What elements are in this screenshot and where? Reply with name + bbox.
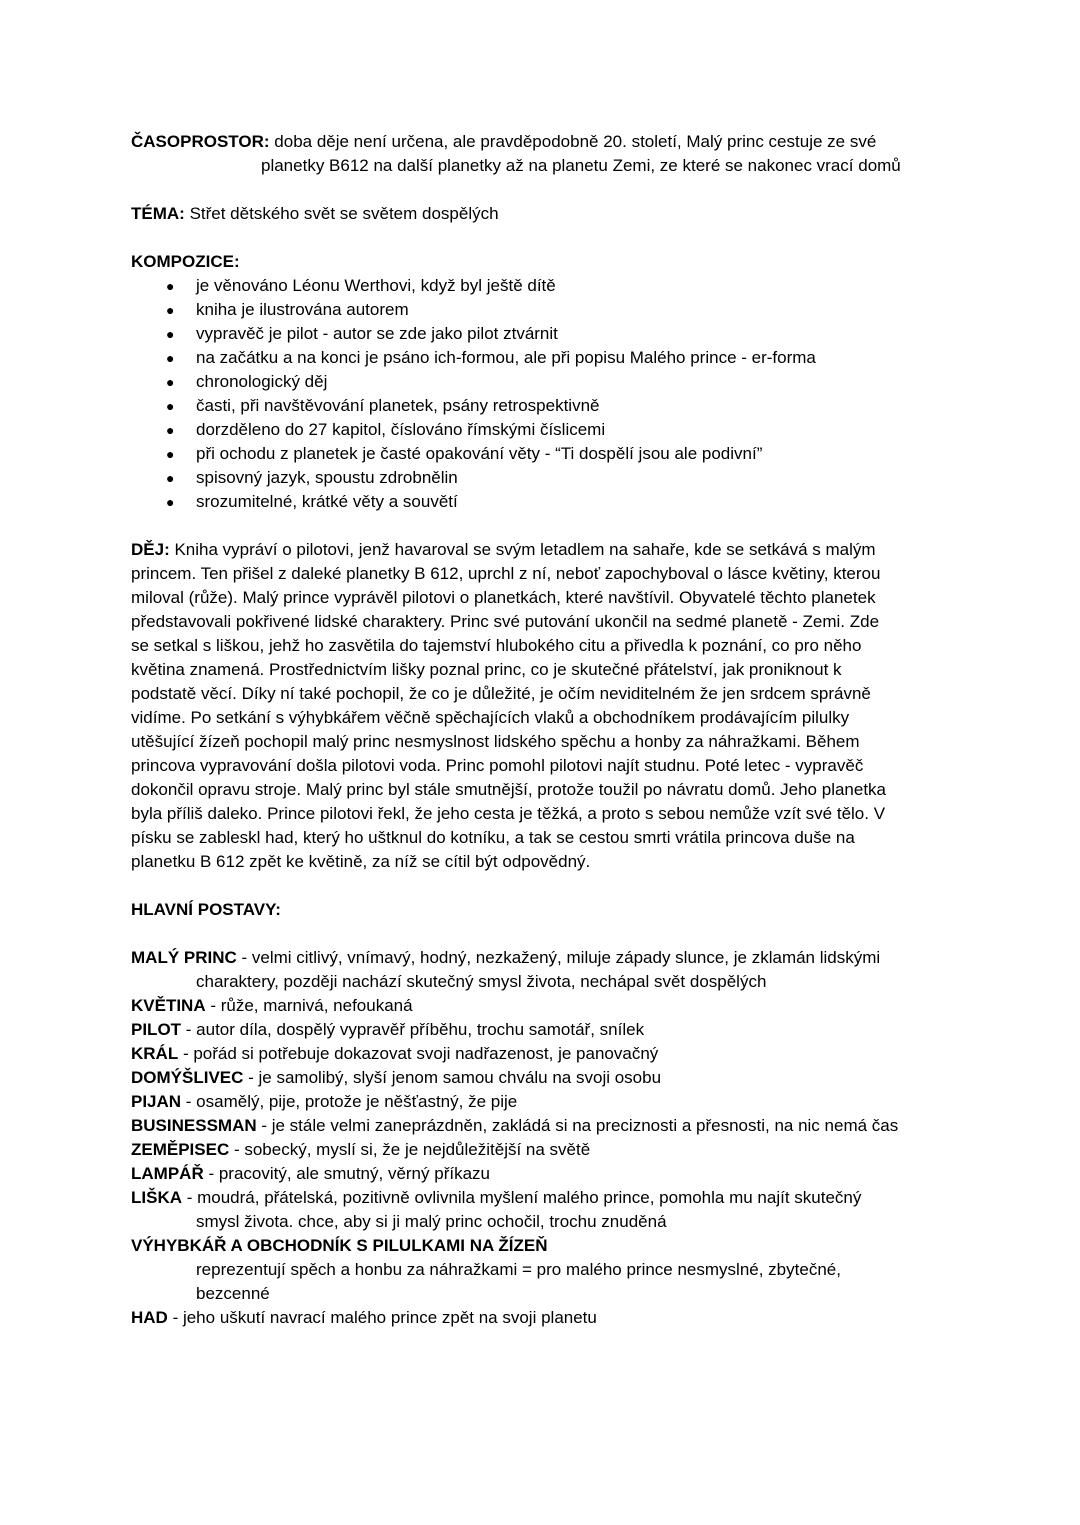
dej-line: dokončil opravu stroje. Malý princ byl stále smutnější, protože toužil po návratu domů. Jeho planetka: [131, 780, 887, 799]
postavy-label: HLAVNÍ POSTAVY:: [131, 900, 281, 919]
character-description-cont: smysl života. chce, aby si ji malý princ ochočil, trochu znuděná: [196, 1212, 667, 1231]
document-page: [131, 130, 961, 1330]
list-item: ● vypravěč je pilot - autor se zde jako pilot ztvárnit: [131, 322, 961, 346]
dej-line: Kniha vypráví o pilotovi, jenž havaroval se svým letadlem na sahaře, kde se setkává s malým: [174, 540, 876, 559]
dej-line: utěšující žízeň pochopil malý princ nesmyslnost lidského spěchu a honby za náhražkami. Během: [131, 732, 860, 751]
dej-line: planetku B 612 zpět ke květině, za níž se cítil být odpovědný.: [131, 852, 591, 871]
tema-label: TÉMA:: [131, 204, 185, 223]
character-name: HAD: [131, 1308, 168, 1327]
character-description: - pořád si potřebuje dokazovat svoji nadřazenost, je panovačný: [178, 1044, 659, 1063]
character-entry: [131, 1114, 961, 1138]
casoprostor-label: ČASOPROSTOR:: [131, 132, 270, 151]
character-name: LAMPÁŘ: [131, 1164, 204, 1183]
dej-label: DĚJ:: [131, 540, 170, 559]
bullet-icon: ●: [166, 302, 175, 318]
character-name: DOMÝŠLIVEC: [131, 1068, 244, 1087]
kompozice-label: KOMPOZICE:: [131, 252, 240, 271]
bullet-icon: ●: [166, 374, 175, 390]
dej-line: písku se zableskl had, který ho uštknul do kotníku, a tak se cestou smrti vrátila princova duše na: [131, 828, 855, 847]
bullet-icon: ●: [166, 470, 175, 486]
character-name: BUSINESSMAN: [131, 1116, 257, 1135]
bullet-icon: ●: [166, 422, 175, 438]
character-name: PILOT: [131, 1020, 182, 1039]
character-description-cont: reprezentují spěch a honbu za náhražkami = pro malého prince nesmyslné, zbytečné,: [196, 1260, 841, 1279]
character-name: KVĚTINA: [131, 996, 206, 1015]
dej-line: miloval (růže). Malý prince vyprávěl pilotovi o planetkách, které navštívil. Obyvatelé těchto planetek: [131, 588, 876, 607]
kompozice-list: [131, 274, 961, 514]
bullet-icon: ●: [166, 278, 175, 294]
dej-line: představovali pokřivené lidské charaktery. Princ své putování ukončil na sedmé planetě - Zemi. Zde: [131, 612, 880, 631]
casoprostor-text-line1: doba děje není určena, ale pravděpodobně 20. století, Malý princ cestuje ze své: [274, 132, 877, 151]
character-entry: [131, 946, 961, 970]
character-entry: [131, 1090, 961, 1114]
character-name: ZEMĚPISEC: [131, 1140, 230, 1159]
character-entry: [131, 1186, 961, 1210]
dej-line: princem. Ten přišel z daleké planetky B 612, uprchl z ní, neboť zapochyboval o lásce květiny, kterou: [131, 564, 881, 583]
character-name: PIJAN: [131, 1092, 182, 1111]
character-entry: [131, 1066, 961, 1090]
bullet-icon: ●: [166, 398, 175, 414]
dej-line: podstatě věcí. Díky ní také pochopil, že co je důležité, je očím neviditelném že jen srdcem správně: [131, 684, 871, 703]
bullet-icon: ●: [166, 350, 175, 366]
character-description: - pracovitý, ale smutný, věrný příkazu: [203, 1164, 490, 1183]
list-item: ● dorzděleno do 27 kapitol, číslováno římskými číslicemi: [131, 418, 961, 442]
character-description: - sobecký, myslí si, že je nejdůležitější na světě: [229, 1140, 591, 1159]
list-item: ● chronologický děj: [131, 370, 961, 394]
character-name: LIŠKA: [131, 1188, 182, 1207]
bullet-icon: ●: [166, 446, 175, 462]
dej-line: princova vypravování došla pilotovi voda. Princ pomohl pilotovi najít studnu. Poté letec - vypravěč: [131, 756, 864, 775]
character-description: - růže, marnivá, nefoukaná: [205, 996, 413, 1015]
list-item: ● na začátku a na konci je psáno ich-formou, ale při popisu Malého prince - er-forma: [131, 346, 961, 370]
tema-text: Střet dětského svět se světem dospělých: [189, 204, 499, 223]
character-description: - velmi citlivý, vnímavý, hodný, nezkažený, miluje západy slunce, je zklamán lidskými: [236, 948, 881, 967]
character-description: - osamělý, pije, protože je něšťastný, že pije: [181, 1092, 518, 1111]
character-entry: [131, 994, 961, 1018]
character-name: MALÝ PRINC: [131, 948, 237, 967]
list-item: ● je věnováno Léonu Werthovi, když byl ještě dítě: [131, 274, 961, 298]
dej-line: vidíme. Po setkání s výhybkářem věčně spěchajících vlaků a obchodníkem prodávajícím pilulky: [131, 708, 850, 727]
character-name: VÝHYBKÁŘ A OBCHODNÍK S PILULKAMI NA ŽÍZEŇ: [131, 1236, 548, 1255]
postavy-section: [131, 898, 961, 1330]
character-entry: [131, 1234, 961, 1258]
list-item: ● při ochodu z planetek je časté opakování věty - “Ti dospělí jsou ale podivní”: [131, 442, 961, 466]
character-entry: [131, 1042, 961, 1066]
character-description: - autor díla, dospělý vypravěř příběhu, trochu samotář, snílek: [181, 1020, 645, 1039]
character-description: - moudrá, přátelská, pozitivně ovlivnila myšlení malého prince, pomohla mu najít skutečný: [182, 1188, 862, 1207]
character-description: - je samolibý, slyší jenom samou chválu na svoji osobu: [243, 1068, 662, 1087]
list-item: ● časti, při navštěvování planetek, psány retrospektivně: [131, 394, 961, 418]
character-name: KRÁL: [131, 1044, 179, 1063]
list-item: ● spisovný jazyk, spoustu zdrobnělin: [131, 466, 961, 490]
dej-section: [131, 538, 961, 874]
dej-line: byla příliš daleko. Prince pilotovi řekl, že jeho cesta je těžká, a proto s sebou nemůže vzít své tělo. V: [131, 804, 886, 823]
kompozice-section: [131, 250, 961, 514]
bullet-icon: ●: [166, 326, 175, 342]
tema-section: [131, 202, 961, 226]
casoprostor-text-line2: planetky B612 na další planetky až na planetu Zemi, ze které se nakonec vrací domů: [261, 156, 901, 175]
list-item: ● kniha je ilustrována autorem: [131, 298, 961, 322]
dej-line: květina znamená. Prostřednictvím lišky poznal princ, co je skutečné přátelství, jak proniknout k: [131, 660, 842, 679]
casoprostor-section: [131, 130, 961, 178]
character-entry: [131, 1018, 961, 1042]
bullet-icon: ●: [166, 494, 175, 510]
character-entry: [131, 1138, 961, 1162]
dej-line: se setkal s liškou, jehž ho zasvětila do tajemství hlubokého citu a přivedla k poznání, co pro něho: [131, 636, 862, 655]
character-description-cont: charaktery, později nachází skutečný smysl života, nechápal svět dospělých: [196, 972, 767, 991]
character-entry: [131, 1306, 961, 1330]
character-description-cont: bezcenné: [196, 1284, 270, 1303]
character-description: - je stále velmi zaneprázdněn, zakládá si na preciznosti a přesnosti, na nic nemá čas: [256, 1116, 899, 1135]
character-description: - jeho uškutí navrací malého prince zpět na svoji planetu: [167, 1308, 597, 1327]
list-item: ● srozumitelné, krátké věty a souvětí: [131, 490, 961, 514]
character-entry: [131, 1162, 961, 1186]
